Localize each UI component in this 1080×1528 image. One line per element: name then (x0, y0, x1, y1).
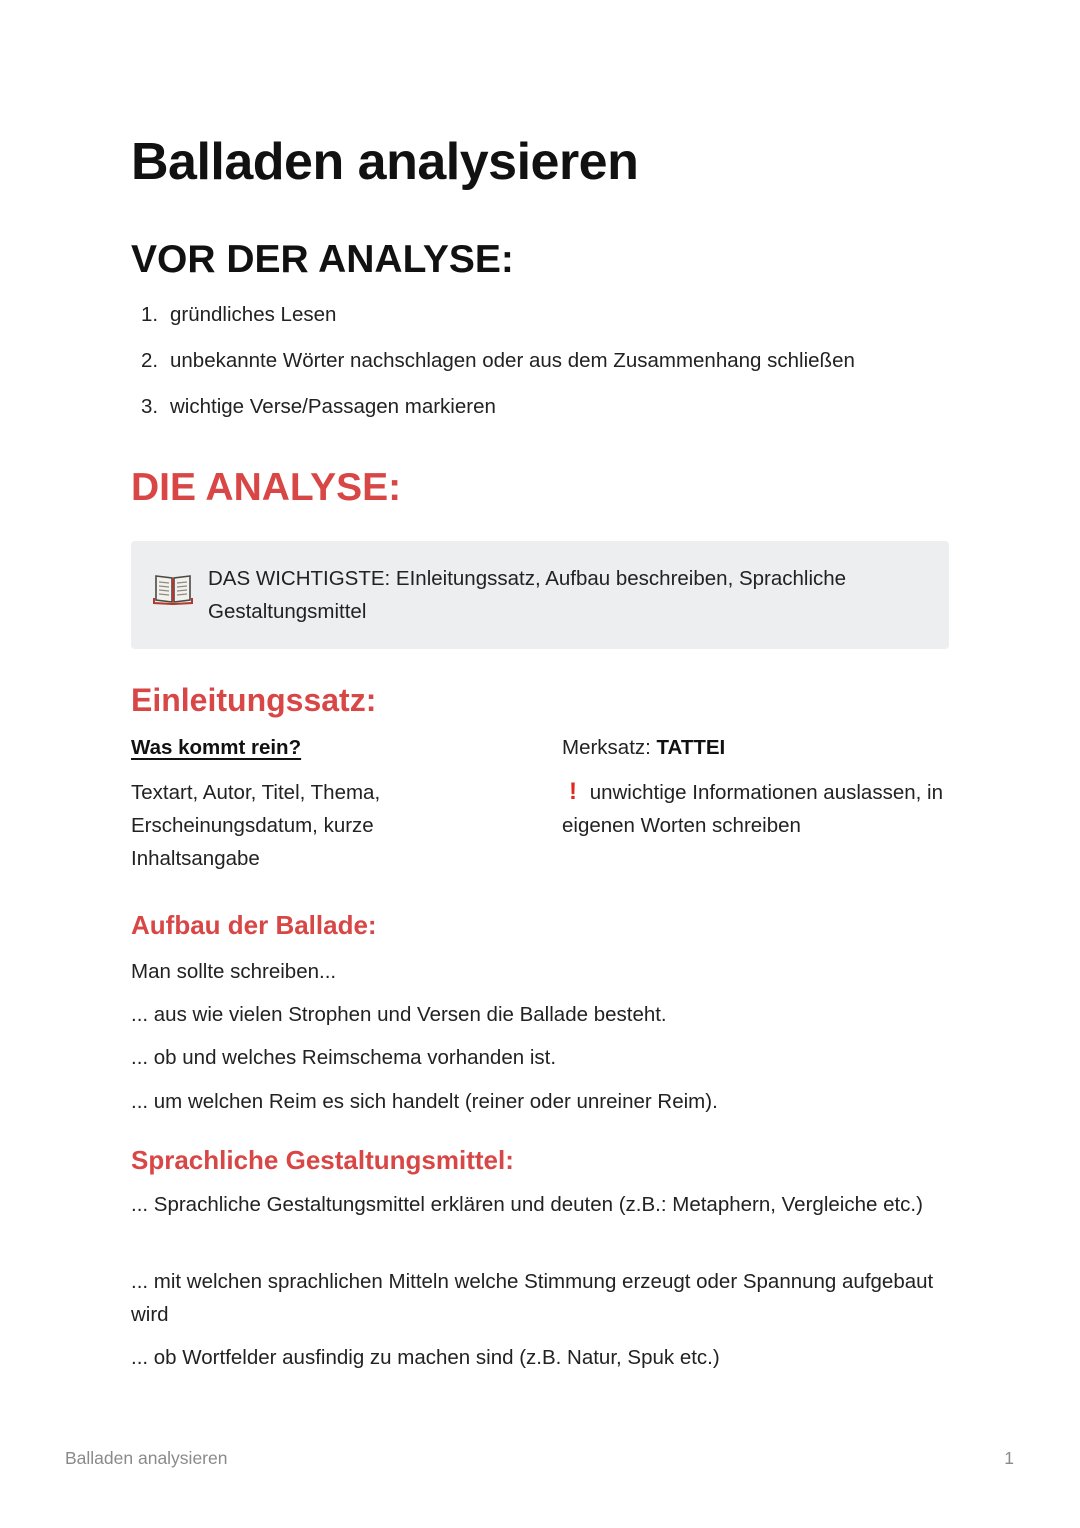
section-heading-sprachliche-gestaltungsmittel: Sprachliche Gestaltungsmittel: (131, 1145, 514, 1175)
list-item: ... aus wie vielen Strophen und Versen die Ballade besteht. (131, 1003, 667, 1026)
list-item: ... ob und welches Reimschema vorhanden ist. (131, 1046, 557, 1069)
aufbau-intro: Man sollte schreiben... (131, 960, 337, 983)
open-book-icon (153, 571, 193, 605)
section-heading-die-analyse: DIE ANALYSE: (131, 466, 402, 509)
list-item (141, 392, 855, 438)
section-heading-aufbau: Aufbau der Ballade: (131, 910, 377, 940)
einleitung-right-column (562, 733, 962, 842)
list-item-text: wichtige Verse/Passagen markieren (170, 395, 496, 418)
callout-text: DAS WICHTIGSTE: EInleitungssatz, Aufbau beschreiben, Sprachliche Gestaltungsmittel (208, 567, 847, 623)
list-item-number: 3. (141, 395, 159, 418)
question-label: Was kommt rein? (131, 736, 302, 759)
warning-note (562, 776, 962, 842)
list-item-number: 1. (141, 303, 159, 326)
callout-box (131, 541, 949, 649)
einleitung-contents: Textart, Autor, Titel, Thema, Erscheinungsdatum, kurze Inhaltsangabe (131, 781, 381, 870)
warning-text: unwichtige Informationen auslassen, in eigenen Worten schreiben (562, 781, 943, 837)
list-item-number: 2. (141, 349, 159, 372)
merksatz (562, 733, 962, 763)
page-title: Balladen analysieren (131, 133, 639, 191)
merksatz-value: TATTEI (656, 736, 726, 759)
footer-title: Balladen analysieren (65, 1448, 228, 1468)
list-item-text: gründliches Lesen (170, 303, 337, 326)
merksatz-label: Merksatz: (562, 736, 657, 759)
list-item-text: unbekannte Wörter nachschlagen oder aus dem Zusammenhang schließen (170, 349, 855, 372)
preparation-steps-list (141, 300, 855, 438)
list-item (141, 346, 855, 392)
exclamation-icon: ! (569, 778, 577, 805)
list-item: ... ob Wortfelder ausfindig zu machen sind (z.B. Natur, Spuk etc.) (131, 1346, 720, 1369)
section-heading-einleitungssatz: Einleitungssatz: (131, 682, 377, 718)
list-item: ... um welchen Reim es sich handelt (reiner oder unreiner Reim). (131, 1090, 718, 1113)
einleitung-left-column (131, 733, 431, 875)
page-number: 1 (1004, 1448, 1014, 1468)
section-heading-vor-der-analyse: VOR DER ANALYSE: (131, 238, 514, 281)
list-item: ... Sprachliche Gestaltungsmittel erklären und deuten (z.B.: Metaphern, Vergleiche etc.) (131, 1193, 923, 1216)
list-item: ... mit welchen sprachlichen Mitteln welche Stimmung erzeugt oder Spannung aufgebaut wird (131, 1270, 934, 1326)
list-item (141, 300, 855, 346)
